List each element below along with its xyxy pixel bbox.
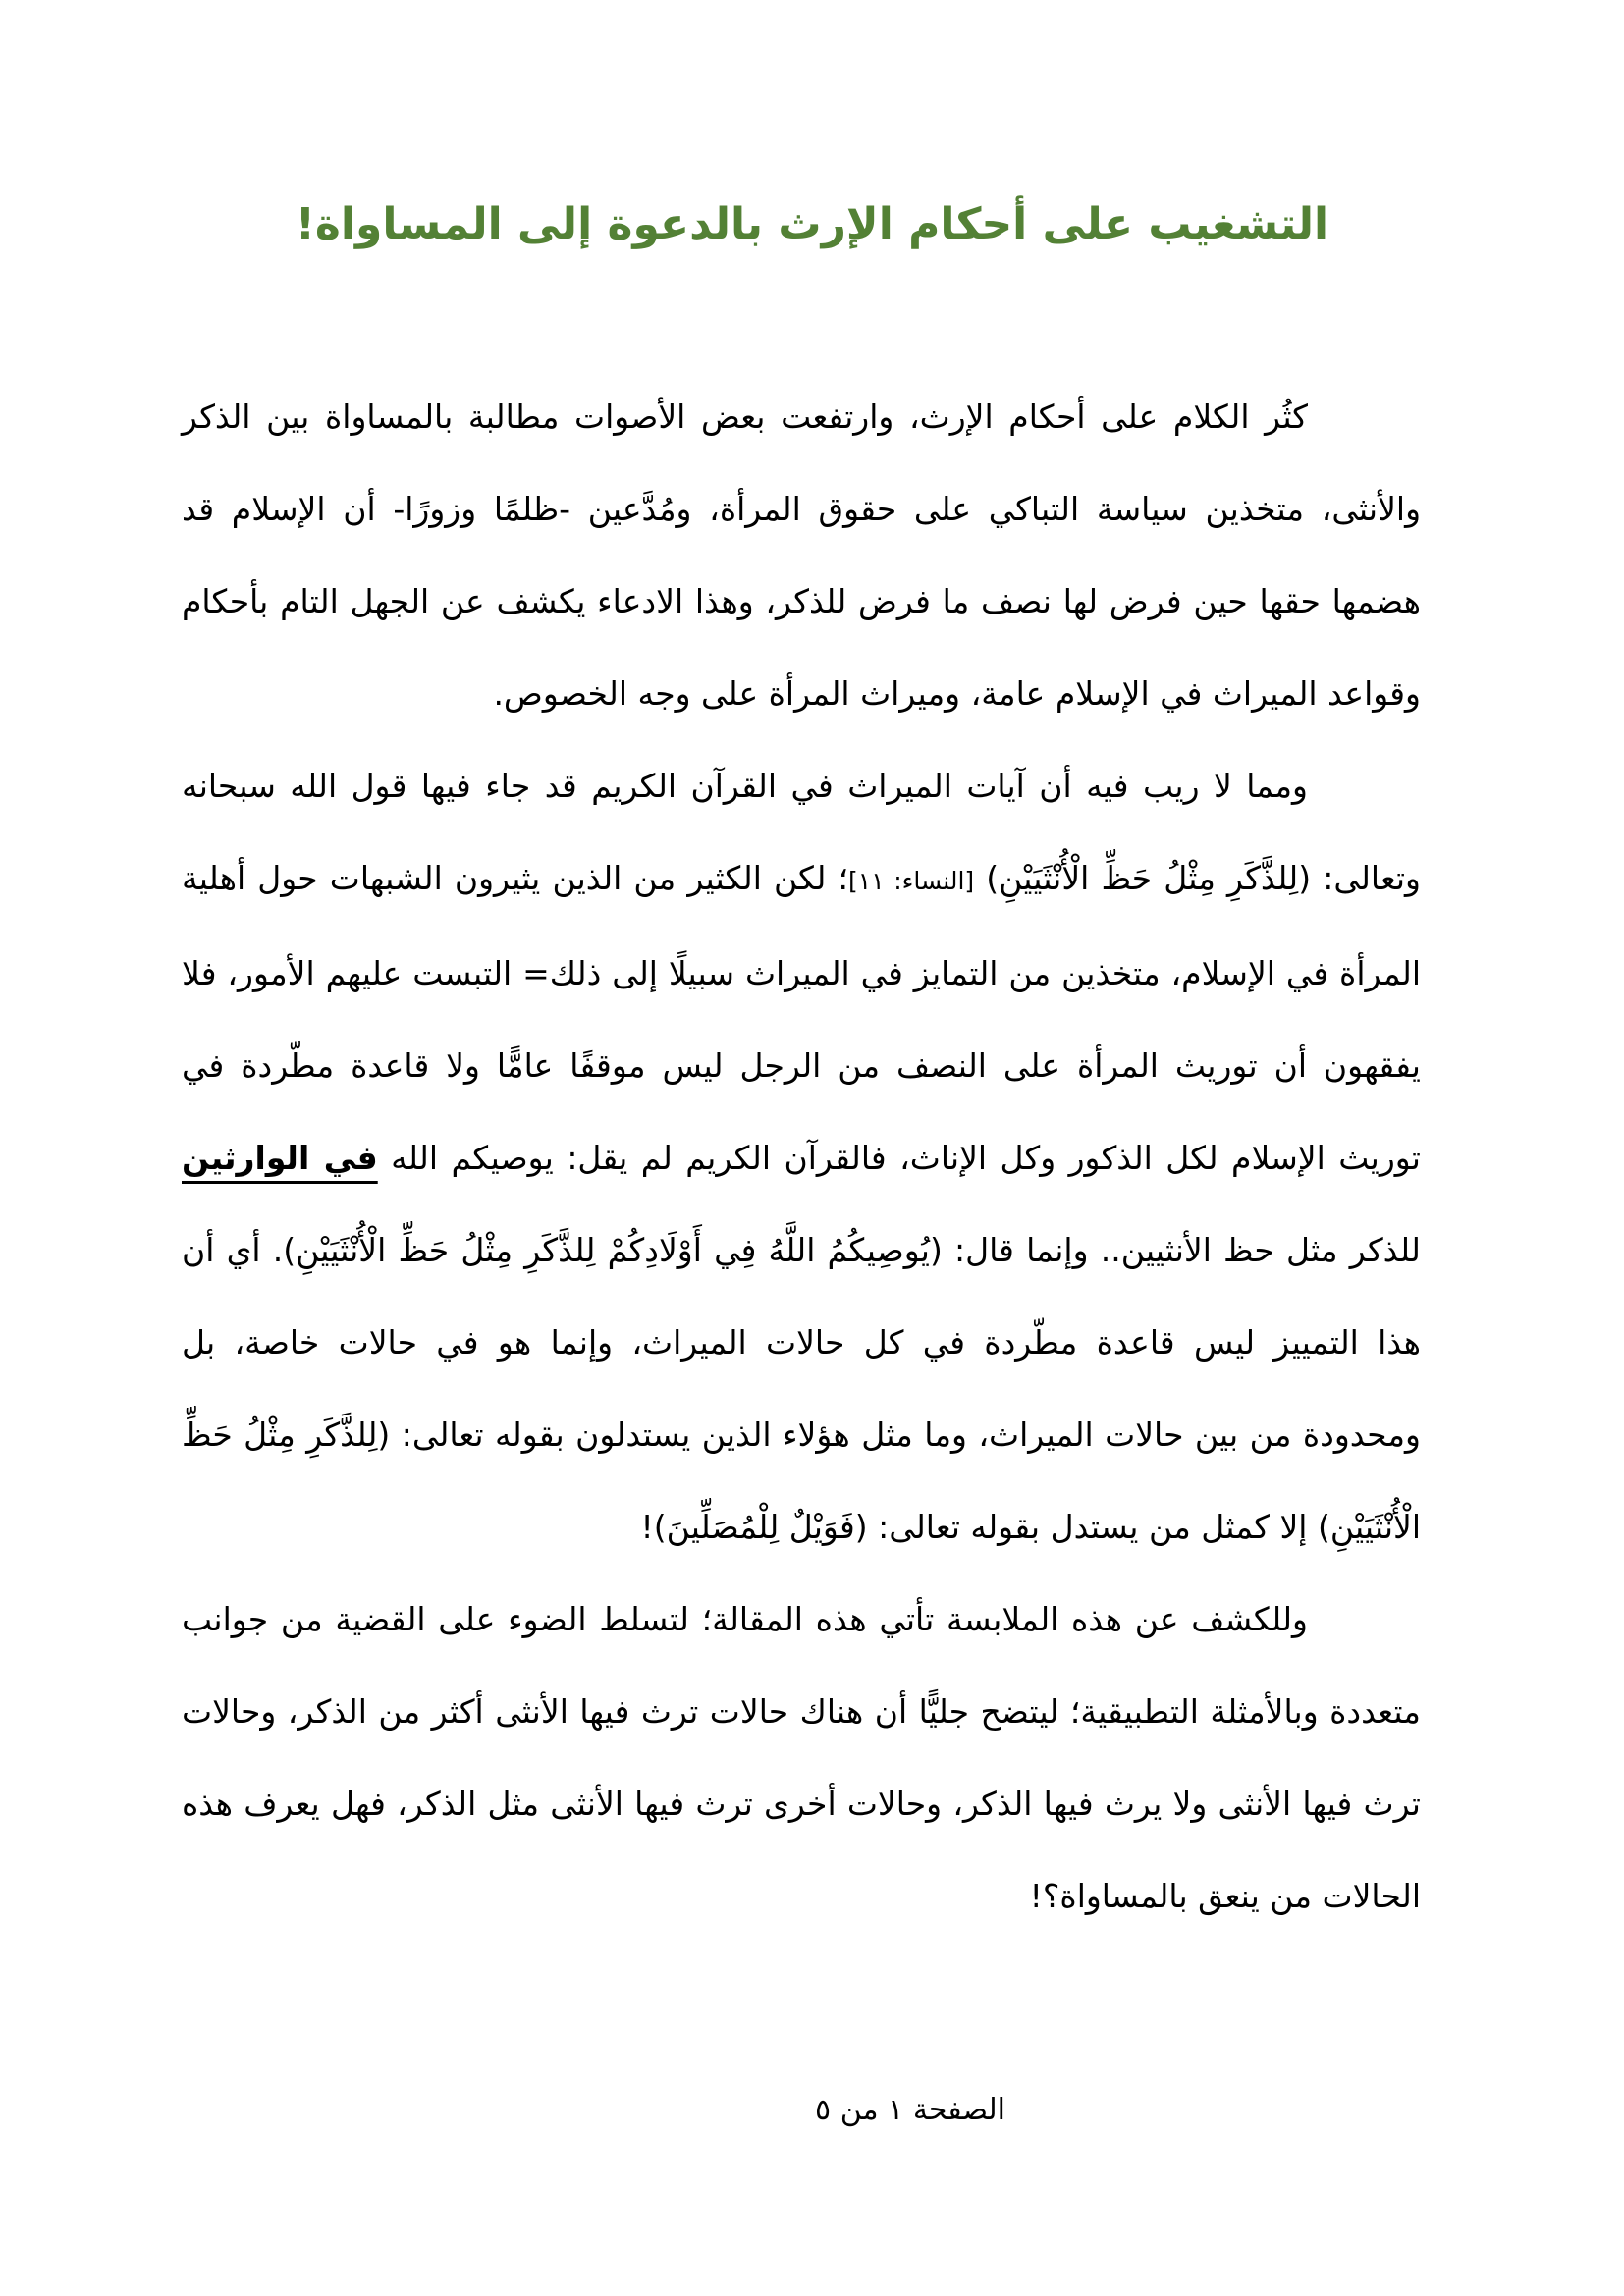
page-footer xyxy=(196,2089,1624,2132)
paragraph-2-part-1: ومما لا ريب فيه أن آيات الميراث في القرآن الكريم قد جاء فيها قول الله سبحانه وتعالى: (لِلذَّكَرِ مِثْلُ حَظِّ الْأُنْثَيَيْنِ) xyxy=(182,767,1421,897)
document-body xyxy=(182,371,1421,1943)
page-number-label: الصفحة ١ من ٥ xyxy=(815,2093,1005,2127)
emphasized-phrase: في الوارثين xyxy=(182,1139,378,1177)
paragraph-2-part-2: ؛ لكن الكثير من الذين يثيرون الشبهات حول أهلية المرأة في الإسلام، متخذين من التمايز في الميراث سبيلًا إلى ذلك= التبست عليهم الأمور، فلا يفقهون أن توريث المرأة على النصف من الرجل ليس موقفًا عامًّا ولا قاعدة مطّردة في توريث الإسلام لكل الذكور وكل الإناث، فالقرآن الكريم لم يقل: يوصيكم الله xyxy=(182,859,1421,1177)
quran-verse-reference: [النساء: ١١] xyxy=(848,867,975,895)
document-title: التشغيب على أحكام الإرث بالدعوة إلى المساواة! xyxy=(295,199,1329,249)
paragraph-intro: كثُر الكلام على أحكام الإرث، وارتفعت بعض الأصوات مطالبة بالمساواة بين الذكر والأنثى، متخذين سياسة التباكي على حقوق المرأة، ومُدَّعين -ظلمًا وزورًا- أن الإسلام قد هضمها حقها حين فرض لها نصف ما فرض للذكر، وهذا الادعاء يكشف عن الجهل التام بأحكام وقواعد الميراث في الإسلام عامة، وميراث المرأة على وجه الخصوص. xyxy=(182,398,1421,713)
paragraph-quran-argument xyxy=(182,740,1421,1574)
paragraph-conclusion: وللكشف عن هذه الملابسة تأتي هذه المقالة؛ لتسلط الضوء على القضية من جوانب متعددة وبالأمثلة التطبيقية؛ ليتضح جليًّا أن هناك حالات ترث فيها الأنثى أكثر من الذكر، وحالات ترث فيها الأنثى ولا يرث فيها الذكر، وحالات أخرى ترث فيها الأنثى مثل الذكر، فهل يعرف هذه الحالات من ينعق بالمساواة؟! xyxy=(182,1600,1421,1915)
paragraph-2-part-3: للذكر مثل حظ الأنثيين.. وإنما قال: (يُوصِيكُمُ اللَّهُ فِي أَوْلَادِكُمْ لِلذَّكَرِ مِثْلُ حَظِّ الْأُنْثَيَيْنِ). أي أن هذا التمييز ليس قاعدة مطّردة في كل حالات الميراث، وإنما هو في حالات خاصة، بل ومحدودة من بين حالات الميراث، وما مثل هؤلاء الذين يستدلون بقوله تعالى: (لِلذَّكَرِ مِثْلُ حَظِّ الْأُنْثَيَيْنِ) إلا كمثل من يستدل بقوله تعالى: (فَوَيْلٌ لِلْمُصَلِّينَ)! xyxy=(182,1231,1421,1546)
